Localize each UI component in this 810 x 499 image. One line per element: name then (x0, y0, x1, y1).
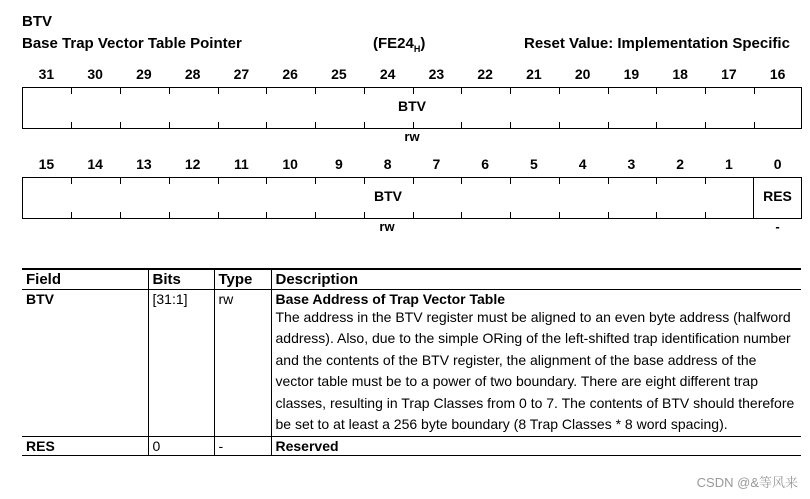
bit-number: 1 (724, 156, 733, 172)
tick (266, 88, 267, 94)
bit-number: 13 (136, 156, 152, 172)
tick (169, 88, 170, 94)
bit-number: 10 (282, 156, 298, 172)
tick (169, 178, 170, 184)
tick (705, 212, 706, 218)
tick (266, 178, 267, 184)
header-field: Field (22, 269, 148, 290)
tick (169, 122, 170, 128)
bit-number: 18 (672, 66, 688, 82)
tick (461, 178, 462, 184)
tick (71, 88, 72, 94)
tick (510, 122, 511, 128)
tick (71, 212, 72, 218)
watermark: CSDN @&等风来 (696, 475, 798, 490)
btv-field-upper: BTV (398, 98, 426, 114)
tick (608, 178, 609, 184)
register-name: BTV (22, 13, 52, 30)
tick (413, 178, 414, 184)
res-access: - (775, 219, 780, 234)
bit-number: 15 (38, 156, 55, 172)
tick (315, 178, 316, 184)
tick (705, 178, 706, 184)
tick (71, 122, 72, 128)
row-description (271, 290, 801, 437)
bit-number: 26 (282, 66, 298, 82)
bit-number: 23 (428, 66, 445, 82)
tick (608, 122, 609, 128)
bit-number: 19 (623, 66, 640, 82)
bit-number: 30 (87, 66, 103, 82)
tick (120, 122, 121, 128)
tick (120, 88, 121, 94)
tick (559, 212, 560, 218)
btv-field-lower: BTV (374, 188, 402, 204)
bit-number: 28 (184, 66, 201, 82)
bit-number: 7 (432, 156, 441, 172)
table-header-row (22, 269, 801, 290)
description-body: The address in the BTV register must be aligned to an even byte address (halfword address). Also, due to the simple ORing of the left-shifted trap identification number and the contents of the BTV register, the alignment of the base address of the vector table must be to a power of two boundary. There are eight different trap classes, resulting in Trap Classes from 0 to 7. The contents of BTV should therefore be set to at least a 256 byte boundary (8 Trap Classes * 8 word spacing). (275, 309, 795, 433)
tick (364, 88, 365, 94)
upper-register-row (22, 87, 802, 129)
lower-bit-numbers (22, 156, 802, 174)
bit-number: 27 (233, 66, 250, 82)
bit-number: 8 (383, 156, 392, 172)
description-title: Base Address of Trap Vector Table (275, 291, 506, 307)
bit-number: 4 (578, 156, 587, 172)
tick (266, 212, 267, 218)
lower-register-row (22, 177, 802, 219)
tick (705, 88, 706, 94)
bit-number: 6 (481, 156, 490, 172)
bit-number: 11 (233, 156, 249, 172)
field-description-table (22, 268, 801, 456)
row-field: BTV (22, 290, 148, 437)
tick (510, 212, 511, 218)
tick (656, 122, 657, 128)
tick (120, 212, 121, 218)
table-row (22, 290, 801, 437)
tick (218, 88, 219, 94)
bit-number: 0 (773, 156, 782, 172)
tick (218, 122, 219, 128)
table-row (22, 437, 801, 456)
tick (705, 122, 706, 128)
bit-number: 3 (627, 156, 636, 172)
bit-number: 2 (676, 156, 685, 172)
tick (559, 122, 560, 128)
tick (315, 88, 316, 94)
tick (71, 178, 72, 184)
tick (656, 178, 657, 184)
bit-number: 14 (87, 156, 103, 172)
bit-number: 16 (769, 66, 786, 82)
register-address (373, 35, 425, 54)
tick (510, 178, 511, 184)
bit-number: 24 (379, 66, 396, 82)
register-title: Base Trap Vector Table Pointer (22, 35, 242, 52)
bit-number: 25 (331, 66, 347, 82)
tick (364, 122, 365, 128)
tick (169, 212, 170, 218)
row-field: RES (22, 437, 148, 456)
address-close: ) (420, 35, 426, 52)
bit-number: 29 (136, 66, 152, 82)
tick (218, 212, 219, 218)
tick (461, 88, 462, 94)
upper-bit-numbers (22, 66, 802, 84)
row-type: - (214, 437, 271, 456)
bit-number: 20 (574, 66, 591, 82)
reset-value: Reset Value: Implementation Specific (524, 35, 790, 52)
tick (754, 122, 755, 128)
tick (656, 212, 657, 218)
bit-number: 5 (529, 156, 538, 172)
tick (413, 88, 414, 94)
tick (461, 212, 462, 218)
row-bits: [31:1] (148, 290, 214, 437)
bit-number: 17 (721, 66, 737, 82)
bit-number: 12 (184, 156, 201, 172)
tick (315, 122, 316, 128)
tick (266, 122, 267, 128)
tick (364, 212, 365, 218)
header-bits: Bits (148, 269, 214, 290)
bit-number: 31 (38, 66, 55, 82)
tick (120, 178, 121, 184)
bit-number: 9 (334, 156, 343, 172)
tick (608, 88, 609, 94)
tick (559, 178, 560, 184)
btv-access-upper: rw (404, 129, 420, 144)
bit-number: 21 (526, 66, 542, 82)
tick (608, 212, 609, 218)
tick (656, 88, 657, 94)
tick (510, 88, 511, 94)
tick (413, 212, 414, 218)
row-type: rw (214, 290, 271, 437)
tick (364, 178, 365, 184)
tick (754, 88, 755, 94)
address-suffix: H (413, 44, 421, 54)
row-description (271, 437, 801, 456)
btv-access-lower: rw (379, 219, 395, 234)
tick (461, 122, 462, 128)
tick (218, 178, 219, 184)
row-bits: 0 (148, 437, 214, 456)
tick (413, 122, 414, 128)
tick (559, 88, 560, 94)
res-field: RES (763, 188, 792, 204)
address-main: (FE24 (373, 35, 414, 52)
header-type: Type (214, 269, 271, 290)
description-title: Reserved (275, 438, 339, 455)
tick (315, 212, 316, 218)
bit-number: 22 (477, 66, 493, 82)
header-description: Description (271, 269, 801, 290)
